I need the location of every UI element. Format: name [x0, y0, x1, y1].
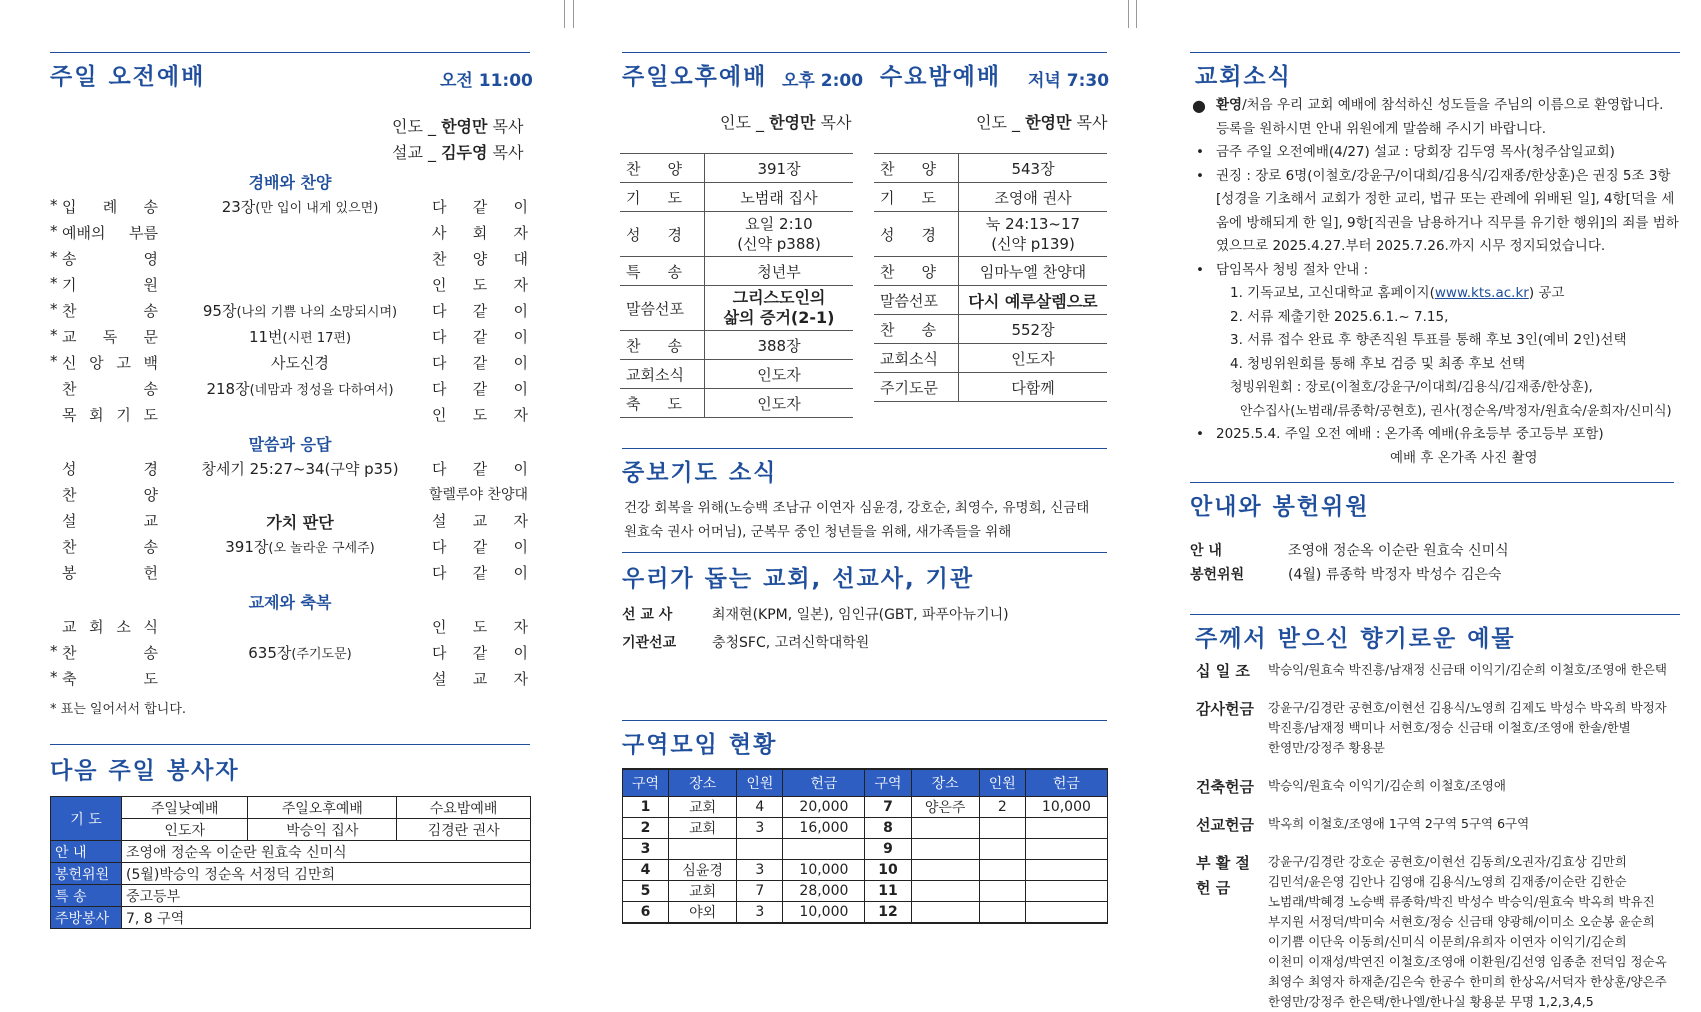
order-value: 다시 예루살렘으로 — [959, 286, 1108, 315]
order-label: 말씀선포 — [620, 286, 705, 331]
group-cell — [1025, 860, 1107, 881]
volunteer-value: 조영애 정순옥 이순란 원효숙 신미식 — [122, 841, 531, 863]
order-row — [874, 183, 1107, 212]
group-meeting-table — [622, 768, 1108, 924]
order-row — [874, 212, 1107, 257]
order-performer: 다 같 이 — [432, 538, 528, 556]
group-cell: 4 — [623, 860, 669, 881]
order-label: 축 도 — [620, 389, 705, 418]
offering-names: 박승익/원효숙 박진흥/남재정 신금태 이익기/김순희 이철호/조영애 한은택 — [1268, 662, 1667, 677]
order-label: 예배의 부름 — [62, 224, 158, 242]
order-performer: 할렐루야 찬양대 — [428, 487, 528, 503]
order-value: 요일 2:10 (신약 p388) — [705, 212, 854, 257]
order-value: 눅 24:13~17 (신약 p139) — [959, 212, 1108, 257]
order-value: 인도자 — [959, 344, 1108, 373]
order-value: 인도자 — [705, 360, 854, 389]
order-content: 창세기 25:27~34(구약 p35) — [201, 460, 399, 478]
order-label: 신 앙 고 백 — [62, 354, 158, 372]
group-cell: 7 — [865, 797, 911, 818]
order-row — [50, 352, 530, 378]
group-header-cell: 장소 — [669, 769, 737, 797]
order-label: 설 교 — [62, 512, 158, 530]
stand-mark: * — [50, 300, 58, 318]
group-cell — [737, 839, 783, 860]
order-label: 찬 양 — [62, 486, 158, 504]
offering-title: 주께서 받으신 향기로운 예물 — [1195, 626, 1516, 652]
group-cell: 7 — [737, 881, 783, 902]
group-cell: 심윤경 — [669, 860, 737, 881]
group-cell: 교회 — [669, 818, 737, 839]
order-performer: 다 같 이 — [432, 354, 528, 372]
order-performer: 인 도 자 — [432, 618, 528, 636]
group-row — [623, 860, 1108, 881]
morning-service-title: 주일 오전예배 — [50, 64, 206, 90]
order-performer: 찬 양 대 — [432, 250, 528, 268]
group-cell — [1025, 818, 1107, 839]
order-performer: 인 도 자 — [432, 276, 528, 294]
order-value: 인도자 — [705, 389, 854, 418]
group-cell: 8 — [865, 818, 911, 839]
order-performer: 다 같 이 — [432, 460, 528, 478]
order-row — [620, 212, 853, 257]
group-cell: 12 — [865, 902, 911, 924]
order-label: 찬 양 — [620, 154, 705, 183]
group-cell: 10,000 — [783, 860, 865, 881]
order-row — [620, 389, 853, 418]
group-cell: 6 — [623, 902, 669, 924]
order-row — [874, 154, 1107, 183]
prayer-person: 박승익 집사 — [248, 819, 397, 841]
wednesday-service-time: 저녁 7:30 — [1028, 71, 1110, 91]
order-label: 찬 송 — [874, 315, 959, 344]
order-performer: 다 같 이 — [432, 328, 528, 346]
group-cell — [911, 902, 979, 924]
order-content: 23장(만 입이 내게 있으면) — [221, 198, 379, 216]
volunteer-label: 안 내 — [51, 841, 122, 863]
order-label: 찬 송 — [620, 331, 705, 360]
group-cell — [911, 881, 979, 902]
order-row — [874, 257, 1107, 286]
wednesday-leader: 인도 _ 한영만 목사 — [976, 113, 1108, 132]
guide-title: 안내와 봉헌위원 — [1190, 494, 1370, 520]
intercession-text: 건강 회복을 위해(노승백 조남규 이연자 심윤경, 강호순, 최영수, 유명희, 신금태 원효숙 권사 어머님), 군복무 중인 청년들을 위해, 새가족들을 위해 — [624, 500, 1090, 540]
order-label: 말씀선포 — [874, 286, 959, 315]
offering-names: 박옥희 이철호/조영애 1구역 2구역 5구역 6구역 — [1268, 816, 1530, 831]
section-word: 말씀과 응답 — [248, 435, 332, 454]
kts-link[interactable]: www.kts.ac.kr — [1434, 285, 1529, 301]
order-content: 635장(주기도문) — [248, 644, 352, 662]
group-row — [623, 902, 1108, 924]
offering-label: 십 일 조 — [1196, 662, 1250, 680]
offering-label: 부 활 절 헌 금 — [1196, 854, 1250, 897]
church-news-title: 교회소식 — [1195, 64, 1292, 90]
order-label: 성 경 — [874, 212, 959, 257]
news-item: • 담임목사 청빙 절차 안내 : — [1196, 261, 1369, 278]
group-header-cell: 장소 — [911, 769, 979, 797]
group-header-cell: 구역 — [865, 769, 911, 797]
standing-footnote: * 표는 일어서서 합니다. — [50, 702, 187, 717]
offering-names: 강윤구/김경란 공현호/이현선 김용식/노영희 김제도 박성수 박옥희 박정자 박진흥/남재정 백미나 서현호/정승 신금태 이철호/조영애 한솔/한별 한영만/강정주 황용분 — [1268, 700, 1667, 755]
order-row — [50, 274, 530, 300]
group-cell: 3 — [737, 818, 783, 839]
order-row — [50, 248, 530, 274]
order-value: 청년부 — [705, 257, 854, 286]
order-label: 찬 송 — [62, 538, 158, 556]
order-content: 사도신경 — [271, 354, 329, 372]
next-week-title: 다음 주일 봉사자 — [50, 758, 240, 784]
order-label: 성 경 — [620, 212, 705, 257]
order-row — [50, 668, 530, 694]
stand-mark: * — [50, 642, 58, 660]
group-cell — [1025, 839, 1107, 860]
order-row — [874, 344, 1107, 373]
order-label: 주기도문 — [874, 373, 959, 402]
order-label: 교회소식 — [874, 344, 959, 373]
order-label: 찬 양 — [874, 257, 959, 286]
order-row — [50, 616, 530, 642]
stand-mark: * — [50, 196, 58, 214]
order-row — [50, 222, 530, 248]
service-label: 주일낮예배 — [122, 797, 248, 819]
group-cell — [783, 839, 865, 860]
order-row — [50, 404, 530, 430]
group-cell: 10,000 — [783, 902, 865, 924]
order-row — [620, 257, 853, 286]
order-performer: 다 같 이 — [432, 644, 528, 662]
order-value: 388장 — [705, 331, 854, 360]
support-title: 우리가 돕는 교회, 선교사, 기관 — [622, 566, 975, 592]
order-row — [50, 562, 530, 588]
pastor-step: 4. 청빙위원회를 통해 후보 검증 및 최종 후보 선택 — [1230, 355, 1525, 372]
prayer-person: 인도자 — [122, 819, 248, 841]
order-label: 축 도 — [62, 670, 158, 688]
group-header-cell: 인원 — [737, 769, 783, 797]
stand-mark: * — [50, 326, 58, 344]
group-cell — [1025, 902, 1107, 924]
morning-service-time: 오전 11:00 — [440, 71, 533, 91]
order-performer: 설 교 자 — [432, 512, 528, 530]
service-label: 주일오후예배 — [248, 797, 397, 819]
group-meeting-title: 구역모임 현황 — [622, 732, 778, 758]
order-label: 찬 송 — [62, 644, 158, 662]
order-row — [874, 286, 1107, 315]
order-label: 송 영 — [62, 250, 158, 268]
order-value: 조영애 권사 — [959, 183, 1108, 212]
group-cell — [911, 839, 979, 860]
section-fellowship: 교제와 축복 — [248, 593, 332, 612]
order-row — [620, 154, 853, 183]
afternoon-order-table — [620, 153, 853, 418]
group-cell: 야외 — [669, 902, 737, 924]
group-cell — [979, 881, 1025, 902]
order-row — [50, 196, 530, 222]
order-value: 다함께 — [959, 373, 1108, 402]
order-label: 목 회 기 도 — [62, 406, 158, 424]
order-row — [620, 286, 853, 331]
order-row — [50, 378, 530, 404]
intercession-title: 중보기도 소식 — [622, 460, 778, 486]
order-performer: 사 회 자 — [432, 224, 528, 242]
order-label: 교회소식 — [620, 360, 705, 389]
group-cell — [669, 839, 737, 860]
group-header-cell: 구역 — [623, 769, 669, 797]
news-item: • 금주 주일 오전예배(4/27) 설교 : 당회장 김두영 목사(청주삼일교회) — [1196, 144, 1615, 160]
volunteer-label: 봉헌위원 — [51, 863, 122, 885]
news-list — [1190, 94, 1680, 470]
group-cell: 4 — [737, 797, 783, 818]
group-cell: 교회 — [669, 881, 737, 902]
afternoon-service-title: 주일오후예배 — [622, 64, 768, 90]
order-performer: 설 교 자 — [432, 670, 528, 688]
group-cell — [979, 902, 1025, 924]
volunteer-label: 주방봉사 — [51, 907, 122, 929]
stand-mark: * — [50, 668, 58, 686]
order-performer: 다 같 이 — [432, 302, 528, 320]
order-performer: 인 도 자 — [432, 406, 528, 424]
offering-names: 강윤구/김경란 강호순 공현호/이현선 김동희/오권자/김효상 김만희 김민석/윤은영 김안나 김영애 김용식/노영희 김재종/이순란 김한순 노범래/박혜경 노승백 류종학/박진 박성수 박승익/원효숙 박옥희 박유진 부지원 서정덕/박미숙 서현호/정승 신금태 양광해/이미소 오순봉 윤순희 이기쁨 이단욱 이동희/신미식 이문희/유희자 이연자 이익기/김순희 이천미 이재성/박연진 이철호/조영애 이환원/김선영 임종춘 전덕임 정순옥 최영수 최영자 하재춘/김은숙 한공수 한미희 한상옥/서덕자 한상훈/양은주 한영만/강정주 한은택/한나엘/한나실 황용분 무명 1,2,3,4,5 — [1268, 854, 1667, 1009]
group-cell: 11 — [865, 881, 911, 902]
group-cell — [1025, 881, 1107, 902]
stand-mark: * — [50, 274, 58, 292]
group-header-cell: 인원 — [979, 769, 1025, 797]
order-row — [50, 536, 530, 562]
order-row — [50, 642, 530, 668]
volunteer-value: 7, 8 구역 — [122, 907, 531, 929]
wednesday-order-table — [874, 153, 1107, 402]
order-content: 95장(나의 기쁨 나의 소망되시며) — [202, 302, 398, 320]
stand-mark: * — [50, 248, 58, 266]
service-label: 수요밤예배 — [397, 797, 531, 819]
group-cell: 교회 — [669, 797, 737, 818]
order-value: 543장 — [959, 154, 1108, 183]
prayer-label: 기 도 — [51, 797, 122, 841]
afternoon-service-time: 오후 2:00 — [782, 71, 864, 91]
volunteer-value: (5월)박승익 정순옥 서정덕 김만희 — [122, 863, 531, 885]
order-row — [50, 510, 530, 536]
order-performer: 다 같 이 — [432, 380, 528, 398]
section-worship: 경배와 찬양 — [248, 173, 332, 192]
group-cell: 16,000 — [783, 818, 865, 839]
order-value: 임마누엘 찬양대 — [959, 257, 1108, 286]
group-cell: 2 — [623, 818, 669, 839]
order-content: 218장(네맘과 정성을 다하여서) — [206, 380, 394, 398]
order-row — [50, 300, 530, 326]
order-label: 봉 헌 — [62, 564, 158, 582]
order-row — [50, 484, 530, 510]
group-cell — [979, 860, 1025, 881]
pastor-step: 3. 서류 접수 완료 후 향존직원 투표를 통해 후보 3인(예비 2인)선택 — [1230, 332, 1627, 348]
order-row — [874, 373, 1107, 402]
group-row — [623, 839, 1108, 860]
group-cell: 5 — [623, 881, 669, 902]
committee-line: 안수집사(노범래/류종학/공현호), 권사(정순옥/박정자/원효숙/윤희자/신미식) — [1240, 403, 1672, 419]
morning-preacher: 설교 _ 김두영 목사 — [392, 143, 524, 162]
afternoon-leader: 인도 _ 한영만 목사 — [720, 113, 852, 132]
group-cell: 9 — [865, 839, 911, 860]
stand-mark: * — [50, 222, 58, 240]
group-cell: 10 — [865, 860, 911, 881]
order-label: 기 원 — [62, 276, 158, 294]
group-cell — [911, 818, 979, 839]
news-item: • 권징 : 장로 6명(이철호/강윤구/이대희/김용식/김재종/한상훈)은 권징 5조 3항[성경을 기초해서 교회가 정한 교리, 법규 또는 관례에 위배된 일], 4항[덕을 세움에 방해되게 한 일], 9항[직권을 남용하거나 직무를 유기한 행위]의 죄를 범하였으므로 2025.4.27.부터 2025.7.26.까지 시무 정지되었습니다. — [1196, 167, 1679, 254]
offering-label: 건축헌금 — [1196, 778, 1254, 796]
group-header-cell: 헌금 — [1025, 769, 1107, 797]
wednesday-service-title: 수요밤예배 — [880, 64, 1002, 90]
offering-label: 선교헌금 — [1196, 816, 1254, 834]
group-cell: 3 — [737, 860, 783, 881]
order-row — [50, 326, 530, 352]
order-label: 특 송 — [620, 257, 705, 286]
order-row — [874, 315, 1107, 344]
morning-leader: 인도 _ 한영만 목사 — [392, 117, 524, 136]
stand-mark: * — [50, 352, 58, 370]
order-label: 성 경 — [62, 460, 158, 478]
group-cell — [979, 818, 1025, 839]
pastor-step: 2. 서류 제출기한 2025.6.1.~ 7.15, — [1230, 308, 1449, 325]
group-cell: 28,000 — [783, 881, 865, 902]
order-value: 552장 — [959, 315, 1108, 344]
pastor-step: 1. 기독교보, 고신대학교 홈페이지(www.kts.ac.kr) 공고 — [1230, 285, 1565, 301]
group-cell: 3 — [623, 839, 669, 860]
group-header-row — [623, 769, 1108, 797]
group-cell: 1 — [623, 797, 669, 818]
group-cell: 양은주 — [911, 797, 979, 818]
group-row — [623, 797, 1108, 818]
order-content: 11번(시편 17편) — [248, 328, 352, 346]
group-header-cell: 헌금 — [783, 769, 865, 797]
group-cell: 20,000 — [783, 797, 865, 818]
order-row — [620, 183, 853, 212]
volunteer-value: 중고등부 — [122, 885, 531, 907]
order-value: 노범래 집사 — [705, 183, 854, 212]
offering-names: 박승익/원효숙 이익기/김순희 이철호/조영애 — [1268, 778, 1506, 793]
order-row — [50, 458, 530, 484]
order-label: 기 도 — [620, 183, 705, 212]
news-item-cont: 예배 후 온가족 사진 촬영 — [1390, 449, 1538, 466]
news-item: • 2025.5.4. 주일 오전 예배 : 온가족 예배(유초등부 중고등부 포함) — [1196, 426, 1604, 442]
prayer-person: 김경란 권사 — [397, 819, 531, 841]
group-cell — [979, 839, 1025, 860]
order-label: 찬 송 — [62, 302, 158, 320]
group-row — [623, 881, 1108, 902]
order-label: 교 회 소 식 — [62, 618, 158, 636]
order-label: 교 독 문 — [62, 328, 158, 346]
order-row — [620, 360, 853, 389]
order-label: 기 도 — [874, 183, 959, 212]
order-content: 391장(오 놀라운 구세주) — [225, 538, 375, 556]
news-item: ● 환영/처음 우리 교회 예배에 참석하신 성도들을 주님의 이름으로 환영합니다. 등록을 원하시면 안내 위원에게 말씀해 주시기 바랍니다. — [1192, 96, 1664, 137]
group-cell — [911, 860, 979, 881]
offering-label: 감사헌금 — [1196, 700, 1254, 718]
order-performer: 다 같 이 — [432, 564, 528, 582]
committee-line: 청빙위원회 : 장로(이철호/강윤구/이대희/김용식/김재종/한상훈), — [1230, 380, 1593, 395]
volunteer-label: 특 송 — [51, 885, 122, 907]
order-value: 그리스도인의 삶의 증거(2-1) — [705, 286, 854, 331]
volunteer-table — [50, 796, 531, 929]
order-row — [620, 331, 853, 360]
order-label: 입 례 송 — [62, 198, 158, 216]
order-performer: 다 같 이 — [432, 198, 528, 216]
group-cell: 2 — [979, 797, 1025, 818]
order-label: 찬 양 — [874, 154, 959, 183]
order-label: 찬 송 — [62, 380, 158, 398]
order-content: 가치 판단 — [266, 513, 334, 532]
group-row — [623, 818, 1108, 839]
order-value: 391장 — [705, 154, 854, 183]
group-cell: 10,000 — [1025, 797, 1107, 818]
group-cell: 3 — [737, 902, 783, 924]
